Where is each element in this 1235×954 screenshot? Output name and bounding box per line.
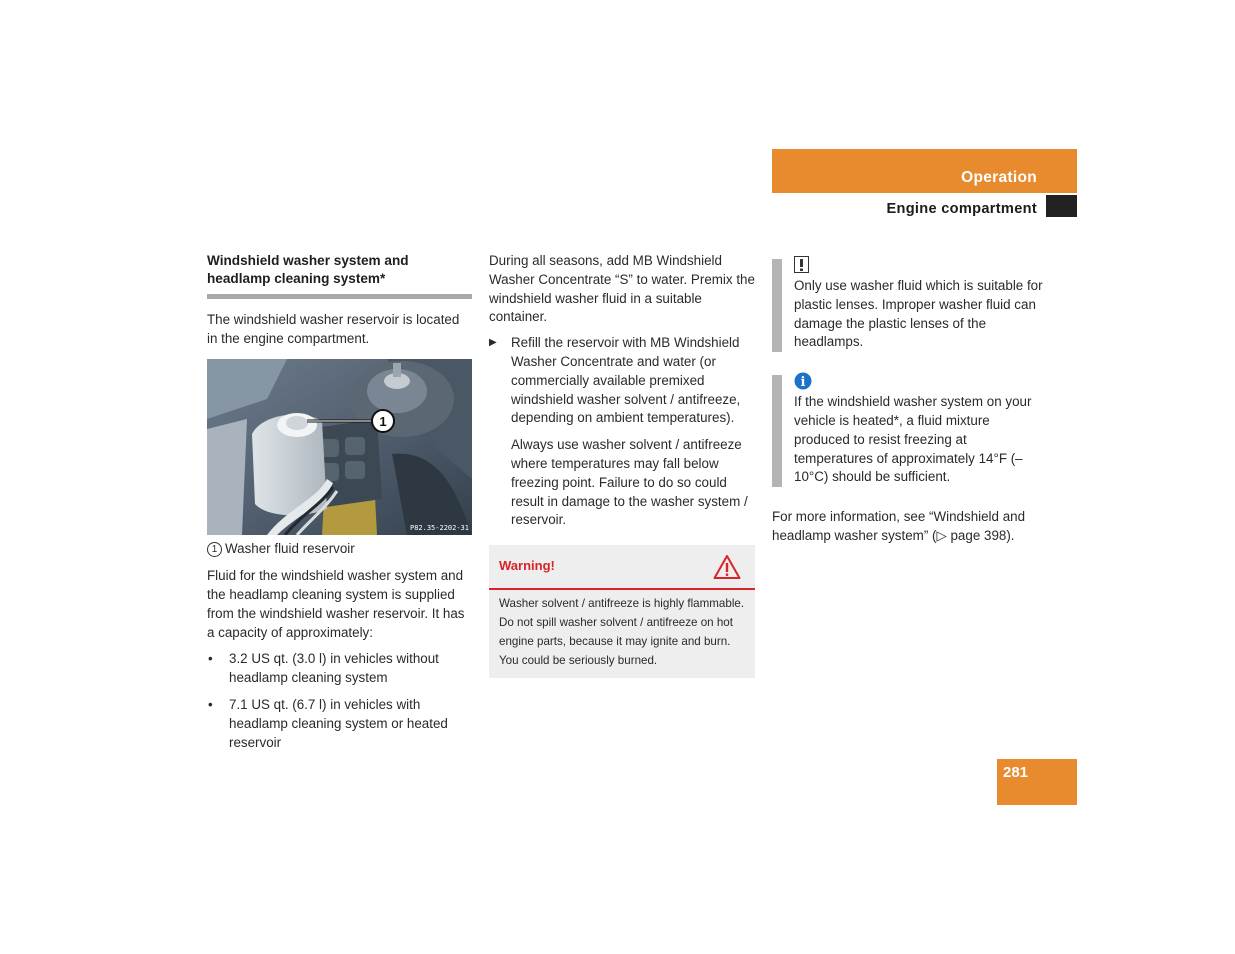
header-tab-marker xyxy=(1046,195,1077,217)
caption-text: Washer fluid reservoir xyxy=(225,541,355,557)
warning-box xyxy=(489,545,755,678)
figure-callout: 1 xyxy=(379,414,387,430)
warning-triangle-icon xyxy=(713,554,741,580)
caution-text: Only use washer fluid which is suitable for plastic lenses. Improper washer fluid can damage the plastic lenses of the headlamps. xyxy=(794,278,1043,350)
info-text: If the windshield washer system on your vehicle is heated*, a fluid mixture produced to resist freezing at temperatures of approximately 14°F (–10°C) should be sufficient. xyxy=(794,394,1032,485)
caution-note xyxy=(772,256,1044,352)
info-icon xyxy=(794,372,812,390)
column-right xyxy=(772,253,1044,546)
warning-header xyxy=(489,545,755,590)
section-title: Operation xyxy=(961,169,1037,186)
step-text: Refill the reservoir with MB Windshield Washer Concentrate and water (or commercially available premixed windshield washer solvent / antifreeze, depending on ambient temperatures). xyxy=(511,335,741,426)
info-note xyxy=(772,372,1044,487)
engine-compartment-photo xyxy=(207,359,472,535)
title-underline xyxy=(207,294,472,299)
list-item: • 3.2 US qt. (3.0 l) in vehicles without headlamp cleaning system xyxy=(207,650,473,688)
figure-caption xyxy=(207,540,473,559)
column-left xyxy=(207,252,473,760)
capacity-paragraph: Fluid for the windshield washer system and the headlamp cleaning system is supplied from the windshield washer reservoir. It has a capacity of approximately: xyxy=(207,568,465,640)
caution-exclamation-icon xyxy=(794,256,809,273)
figure-code: P82.35-2202-31 xyxy=(409,524,469,533)
capacity-list xyxy=(207,650,473,752)
note2-symbol: i xyxy=(800,375,806,391)
column-middle xyxy=(489,252,757,678)
step-note: Always use washer solvent / antifreeze where temperatures may fall below freezing point. Failure to do so could result in damage to the washer system / reservoir. xyxy=(511,437,748,528)
step-arrow-icon: ▶ xyxy=(489,337,497,349)
article-title: Windshield washer system and headlamp cleaning system* xyxy=(207,253,409,287)
intro-paragraph: The windshield washer reservoir is located in the engine compartment. xyxy=(207,311,460,346)
subsection-title: Engine compartment xyxy=(886,201,1037,217)
season-paragraph: During all seasons, add MB Windshield Washer Concentrate “S” to water. Premix the windshield washer fluid in a suitable container. xyxy=(489,253,755,325)
warning-text: Washer solvent / antifreeze is highly flammable. Do not spill washer solvent / antifreeze on hot engine parts, because it may ignite and burn. You could be seriously burned. xyxy=(499,597,745,667)
note-bar xyxy=(772,375,782,487)
list-item: • 7.1 US qt. (6.7 l) in vehicles with headlamp cleaning system or heated reservoir xyxy=(207,696,473,752)
note-bar xyxy=(772,259,782,352)
caption-number: 1 xyxy=(207,542,222,557)
more-info-reference: For more information, see “Windshield and headlamp washer system” (▷ page 398). xyxy=(772,509,1026,543)
warning-title: Warning! xyxy=(499,558,555,574)
instruction-step xyxy=(489,334,757,428)
page-number: 281 xyxy=(1003,764,1029,781)
